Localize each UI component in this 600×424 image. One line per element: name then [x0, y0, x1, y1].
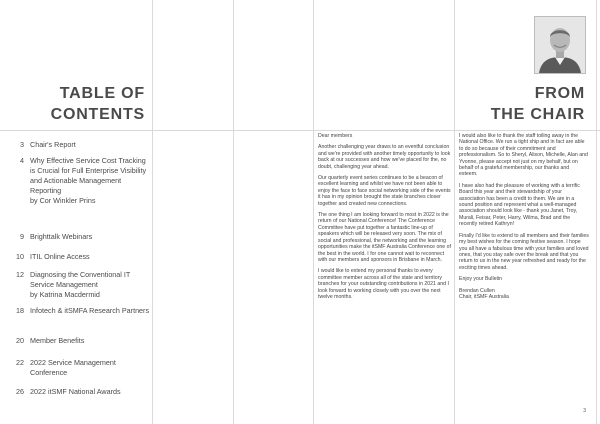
toc-page-number: 9: [20, 232, 24, 241]
chair-letter-column-1: [318, 133, 452, 305]
grid-line: [596, 0, 597, 424]
chair-letter-column-2: [459, 133, 589, 305]
letter-salutation: Dear members: [318, 133, 353, 139]
toc-entry-title: Brighttalk Webinars: [30, 232, 93, 241]
toc-entry-title: Member Benefits: [30, 336, 85, 345]
letter-paragraph: Another challenging year draws to an eventful conclusion and we're provided with another timely opportunity to look back at our successes and how we've placed for the, no doubt, challenging year ahead.: [318, 144, 451, 170]
toc-page-number: 12: [16, 270, 24, 279]
chair-portrait-photo: [534, 16, 586, 74]
grid-line: [152, 0, 153, 424]
toc-page-number: 4: [20, 156, 24, 165]
grid-line: [0, 130, 600, 131]
toc-entry-title: Chair's Report: [30, 140, 76, 149]
toc-page-number: 22: [16, 358, 24, 367]
letter-paragraph: I would like to extend my personal thanks to every committee member across all of the state and territory branches for your outstanding contributions in 2021 and I look forward to working closely with you over the next twelve months.: [318, 268, 449, 300]
letter-paragraph: Finally I'd like to extend to all members and their families my best wishes for the coming festive season. I hope you all have a fabulous time with your families and loved ones, that you stay safe over the break and that you return to us in the new year refreshed and ready for the exciting times ahead.: [459, 232, 589, 271]
letter-paragraph: The one thing I am looking forward to most in 2022 is the return of our National Conference! The Conference Committee have put together a fantastic line-up of speakers which will be released very soon. The mix of social and professional, the networking and the learning opportunities make the itSMF Australia Conference one of the best in the world. I for one cannot wait to reconnect with our members and sponsors in Brisbane in March.: [318, 212, 451, 263]
toc-page-number: 18: [16, 306, 24, 315]
grid-line: [454, 0, 455, 424]
toc-title-line1: TABLE OF: [59, 85, 145, 102]
grid-line: [233, 0, 234, 424]
toc-title-line2: CONTENTS: [50, 106, 145, 123]
chair-title-line1: FROM: [534, 85, 585, 102]
chair-title: [460, 83, 585, 125]
toc-page-number: 26: [16, 387, 24, 396]
page-number: 3: [583, 408, 586, 414]
toc-entry-title: Why Effective Service Cost Tracking is Crucial for Full Enterprise Visibility and Actionable Management Reporting: [30, 156, 147, 195]
letter-paragraph: Our quarterly event series continues to be a beacon of excellent learning and whilst we have not been able to enjoy the face to face social networking side of the events it has in my opinion brought the state branches closer together and created new connections.: [318, 175, 451, 207]
letter-paragraph: I have also had the pleasure of working with a terrific Board this year and their stewardship of your association has been a credit to them. We are in a sound position and represent what a well-managed association should look like - thank you Janet, Troy, Murali, Feisar, Peter, Harry, Wilma, Brad and the recently retired Kathryn!: [459, 182, 580, 228]
toc-entry-title: Infotech & itSMFA Research Partners: [30, 306, 150, 315]
toc-entry-title: 2022 Service Management Conference: [30, 358, 116, 377]
toc-page-number: 3: [20, 140, 24, 149]
letter-signature: Brendan Cullen Chair, itSMF Australia: [459, 287, 509, 300]
toc-page-number: 10: [16, 252, 24, 261]
letter-paragraph: I would also like to thank the staff toiling away in the National Office. We run a tight ship and in fact are able to do so because of their commitment and professionalism. So to Sheryl, Alison, Michelle, Alan and Yvonne, please accept not just on my behalf, but on behalf of a grateful membership, our thanks and esteem.: [459, 133, 588, 178]
person-portrait-icon: [535, 17, 585, 73]
toc-entry-title: ITIL Online Access: [30, 252, 90, 261]
toc-entry-byline: by Cor Winkler Prins: [30, 196, 96, 205]
letter-closing: Enjoy your Bulletin: [459, 276, 502, 283]
toc-page-number: 20: [16, 336, 24, 345]
grid-line: [313, 0, 314, 424]
toc-entry-byline: by Katrina Macdermid: [30, 290, 100, 299]
chair-title-line2: THE CHAIR: [490, 106, 585, 123]
toc-title: [40, 83, 145, 125]
toc-entry-title: 2022 itSMF National Awards: [30, 387, 121, 396]
toc-entry-title: Diagnosing the Conventional IT Service Management: [30, 270, 131, 289]
